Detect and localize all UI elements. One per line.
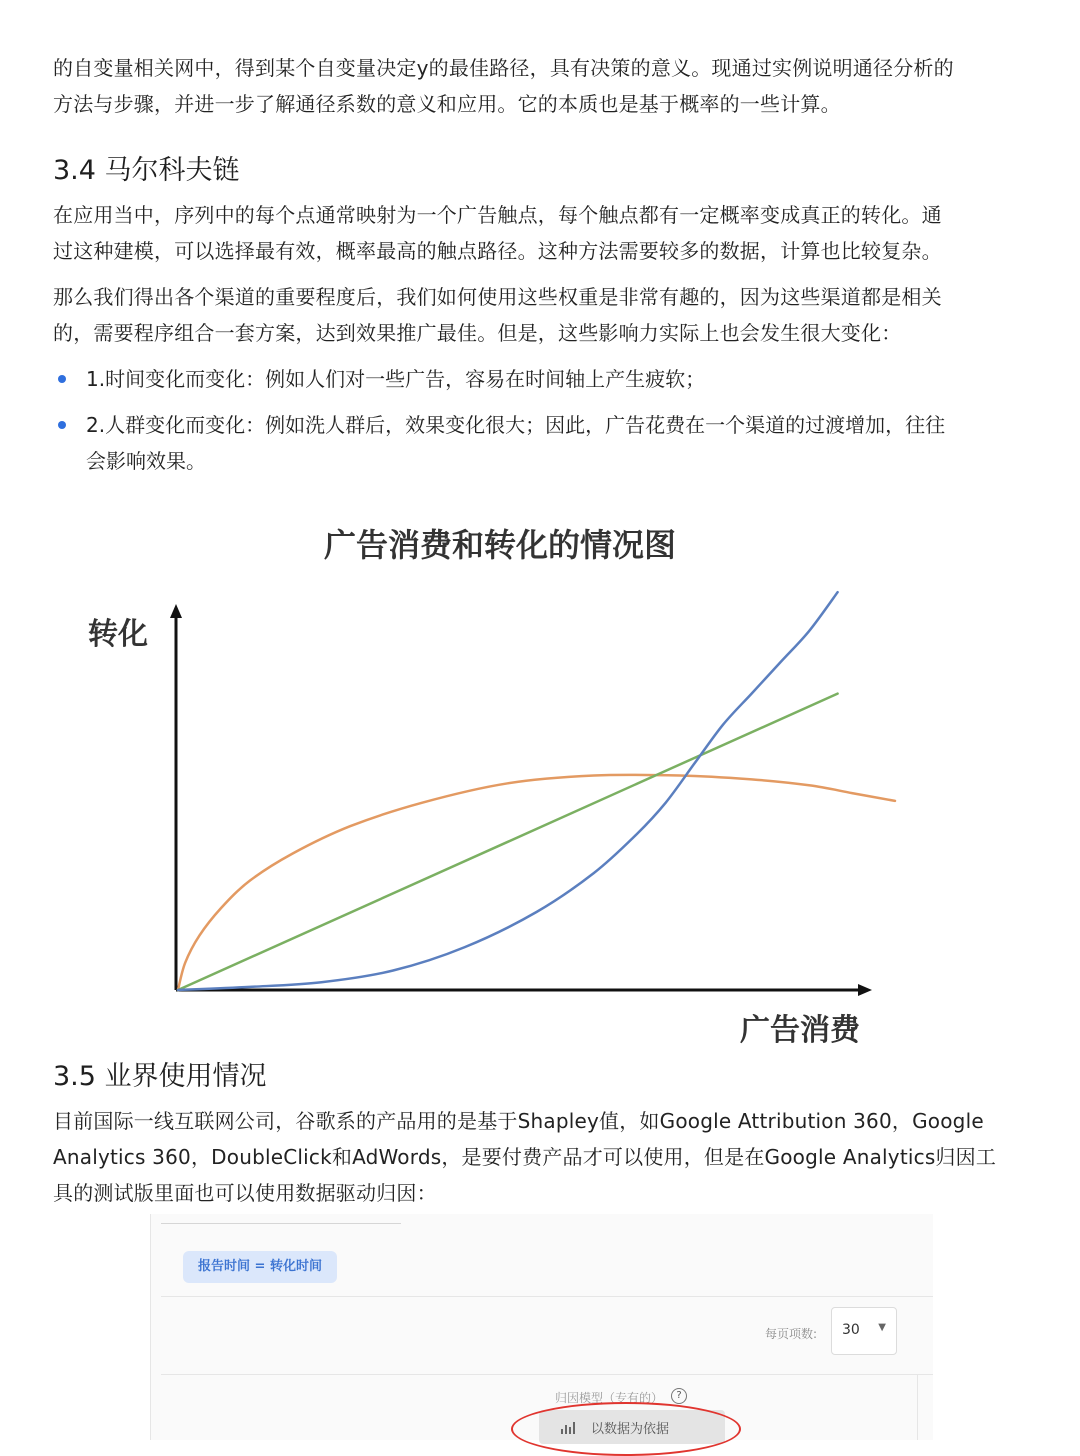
chart-svg bbox=[60, 500, 1020, 1048]
x-axis-arrow-icon bbox=[858, 984, 872, 996]
divider bbox=[161, 1296, 933, 1297]
bullet-dot-icon bbox=[58, 375, 66, 383]
intro-line-2: 方法与步骤，并进一步了解通径系数的意义和应用。它的本质也是基于概率的一些计算。 bbox=[53, 92, 841, 116]
y-axis-label: 转化 bbox=[88, 617, 148, 652]
report-time-chip[interactable]: 报告时间 = 转化时间 bbox=[183, 1251, 337, 1283]
x-axis-label: 广告消费 bbox=[740, 1013, 860, 1048]
attribution-model-label: 归因模型（专有的） bbox=[555, 1391, 664, 1405]
section-heading-industry: 3.5 业界使用情况 bbox=[53, 1061, 267, 1092]
bullet-text: 1.时间变化而变化：例如人们对一些广告，容易在时间轴上产生疲软； bbox=[86, 367, 706, 391]
attribution-model-text: 以数据为依据 bbox=[591, 1422, 670, 1437]
ad-spend-conversion-chart bbox=[60, 500, 1020, 1048]
list-item bbox=[53, 361, 1033, 397]
series-line-green-line bbox=[178, 694, 838, 990]
highlight-circle bbox=[511, 1402, 741, 1456]
industry-para-line3: 具的测试版里面也可以使用数据驱动归因： bbox=[53, 1181, 437, 1205]
markov-para1-line1: 在应用当中，序列中的每个点通常映射为一个广告触点，每个触点都有一定概率变成真正的转化。通 bbox=[53, 203, 942, 227]
series-line-blue-curve bbox=[178, 592, 838, 990]
per-page-value: 30 bbox=[842, 1322, 860, 1338]
markov-para2-line1: 那么我们得出各个渠道的重要程度后，我们如何使用这些权重是非常有趣的，因为这些渠道都是相关 bbox=[53, 285, 942, 309]
divider bbox=[917, 1374, 918, 1440]
bullet-text: 2.人群变化而变化：例如洗人群后，效果变化很大；因此，广告花费在一个渠道的过渡增加，往往 bbox=[86, 413, 946, 437]
bullet-dot-icon bbox=[58, 421, 66, 429]
y-axis-arrow-icon bbox=[170, 604, 182, 618]
per-page-select[interactable] bbox=[831, 1307, 897, 1355]
chart-title: 广告消费和转化的情况图 bbox=[323, 526, 677, 564]
series-line-orange-curve bbox=[178, 775, 895, 990]
chevron-down-icon: ▼ bbox=[878, 1322, 886, 1333]
intro-line-1: 的自变量相关网中，得到某个自变量决定y的最佳路径，具有决策的意义。现通过实例说明通径分析的 bbox=[53, 56, 954, 80]
help-icon[interactable]: ? bbox=[671, 1388, 687, 1404]
bullet-text-cont: 会影响效果。 bbox=[86, 449, 206, 473]
industry-para-line2: Analytics 360，DoubleClick和AdWords，是要付费产品才可以使用，但是在Google Analytics归因工 bbox=[53, 1145, 997, 1169]
series-layer bbox=[178, 592, 895, 990]
list-item bbox=[53, 407, 1033, 479]
divider bbox=[161, 1374, 933, 1375]
industry-para-line1: 目前国际一线互联网公司，谷歌系的产品用的是基于Shapley值，如Google Attribution 360，Google bbox=[53, 1109, 984, 1133]
section-heading-markov: 3.4 马尔科夫链 bbox=[53, 155, 240, 186]
markov-para1-line2: 过这种建模，可以选择最有效，概率最高的触点路径。这种方法需要较多的数据，计算也比较复杂。 bbox=[53, 239, 942, 263]
per-page-label: 每页项数: bbox=[765, 1327, 818, 1341]
markov-para2-line2: 的，需要程序组合一套方案，达到效果推广最佳。但是，这些影响力实际上也会发生很大变化： bbox=[53, 321, 902, 345]
ga-attribution-screenshot bbox=[150, 1214, 933, 1440]
divider bbox=[161, 1223, 401, 1224]
